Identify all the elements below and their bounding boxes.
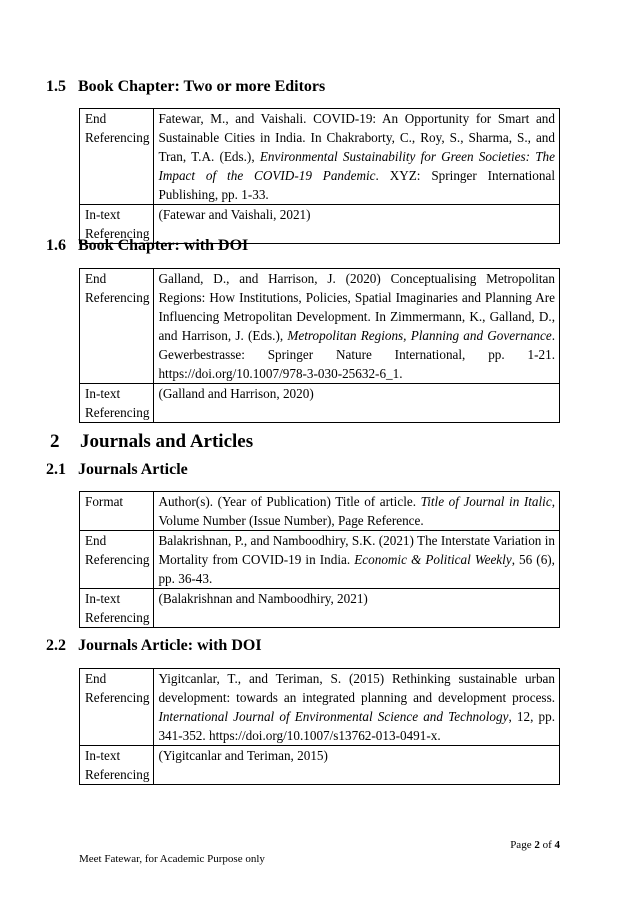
row-label: End Referencing (80, 269, 154, 384)
reference-table-1-5 (79, 108, 560, 244)
row-label: In-text Referencing (80, 384, 154, 423)
section-heading-2-2: 2.2 Journals Article: with DOI (46, 637, 262, 654)
table-row (80, 669, 560, 746)
row-value: Balakrishnan, P., and Namboodhiry, S.K. (2021) The Interstate Variation in Mortality from COVID-19 in India. Economic & Political Weekly, 56 (6), pp. 36-43. (154, 531, 560, 589)
table-row (80, 109, 560, 205)
table-row (80, 589, 560, 628)
row-label: End Referencing (80, 669, 154, 746)
row-value: (Galland and Harrison, 2020) (154, 384, 560, 423)
page-number: Page 2 of 4 (510, 839, 560, 851)
reference-table-2-2 (79, 668, 560, 785)
section-heading-1-5: 1.5 Book Chapter: Two or more Editors (46, 78, 326, 95)
table-row (80, 492, 560, 531)
table-row (80, 384, 560, 423)
row-label: In-text Referencing (80, 589, 154, 628)
section-heading-1-6: 1.6 Book Chapter: with DOI (46, 237, 249, 254)
row-value: (Balakrishnan and Namboodhiry, 2021) (154, 589, 560, 628)
row-value: Author(s). (Year of Publication) Title of article. Title of Journal in Italic, Volume Number (Issue Number), Page Reference. (154, 492, 560, 531)
row-label: End Referencing (80, 109, 154, 205)
reference-table-1-6 (79, 268, 560, 423)
row-label: In-text Referencing (80, 205, 154, 244)
row-label: Format (80, 492, 154, 531)
table-row (80, 269, 560, 384)
section-heading-2-1: 2.1 Journals Article (46, 461, 188, 478)
table-row (80, 531, 560, 589)
reference-table-2-1 (79, 491, 560, 628)
table-row (80, 746, 560, 785)
row-label: In-text Referencing (80, 746, 154, 785)
row-value: (Yigitcanlar and Teriman, 2015) (154, 746, 560, 785)
row-value: Yigitcanlar, T., and Teriman, S. (2015) Rethinking sustainable urban development: towards an integrated planning and development process. International Journal of Environmental Science and Technology, 12, pp. 341-352. https://doi.org/10.1007/s13762-013-0491-x. (154, 669, 560, 746)
row-label: End Referencing (80, 531, 154, 589)
chapter-heading-2: 2 Journals and Articles (50, 431, 254, 452)
row-value: Fatewar, M., and Vaishali. COVID-19: An Opportunity for Smart and Sustainable Cities in India. In Chakraborty, C., Roy, S., Sharma, S., and Tran, T.A. (Eds.), Environmental Sustainability for Green Societies: The Impact of the COVID-19 Pandemic. XYZ: Springer International Publishing, pp. 1-33. (154, 109, 560, 205)
footer-note: Meet Fatewar, for Academic Purpose only (79, 853, 265, 865)
row-value: (Fatewar and Vaishali, 2021) (154, 205, 560, 244)
row-value: Galland, D., and Harrison, J. (2020) Conceptualising Metropolitan Regions: How Institutions, Policies, Spatial Imaginaries and Planning Are Influencing Metropolitan Development. In Zimmermann, K., Galland, D., and Harrison, J. (Eds.), Metropolitan Regions, Planning and Governance. Gewerbestrasse: Springer Nature International, pp. 1-21. https://doi.org/10.1007/978-3-030-25632-6_1. (154, 269, 560, 384)
